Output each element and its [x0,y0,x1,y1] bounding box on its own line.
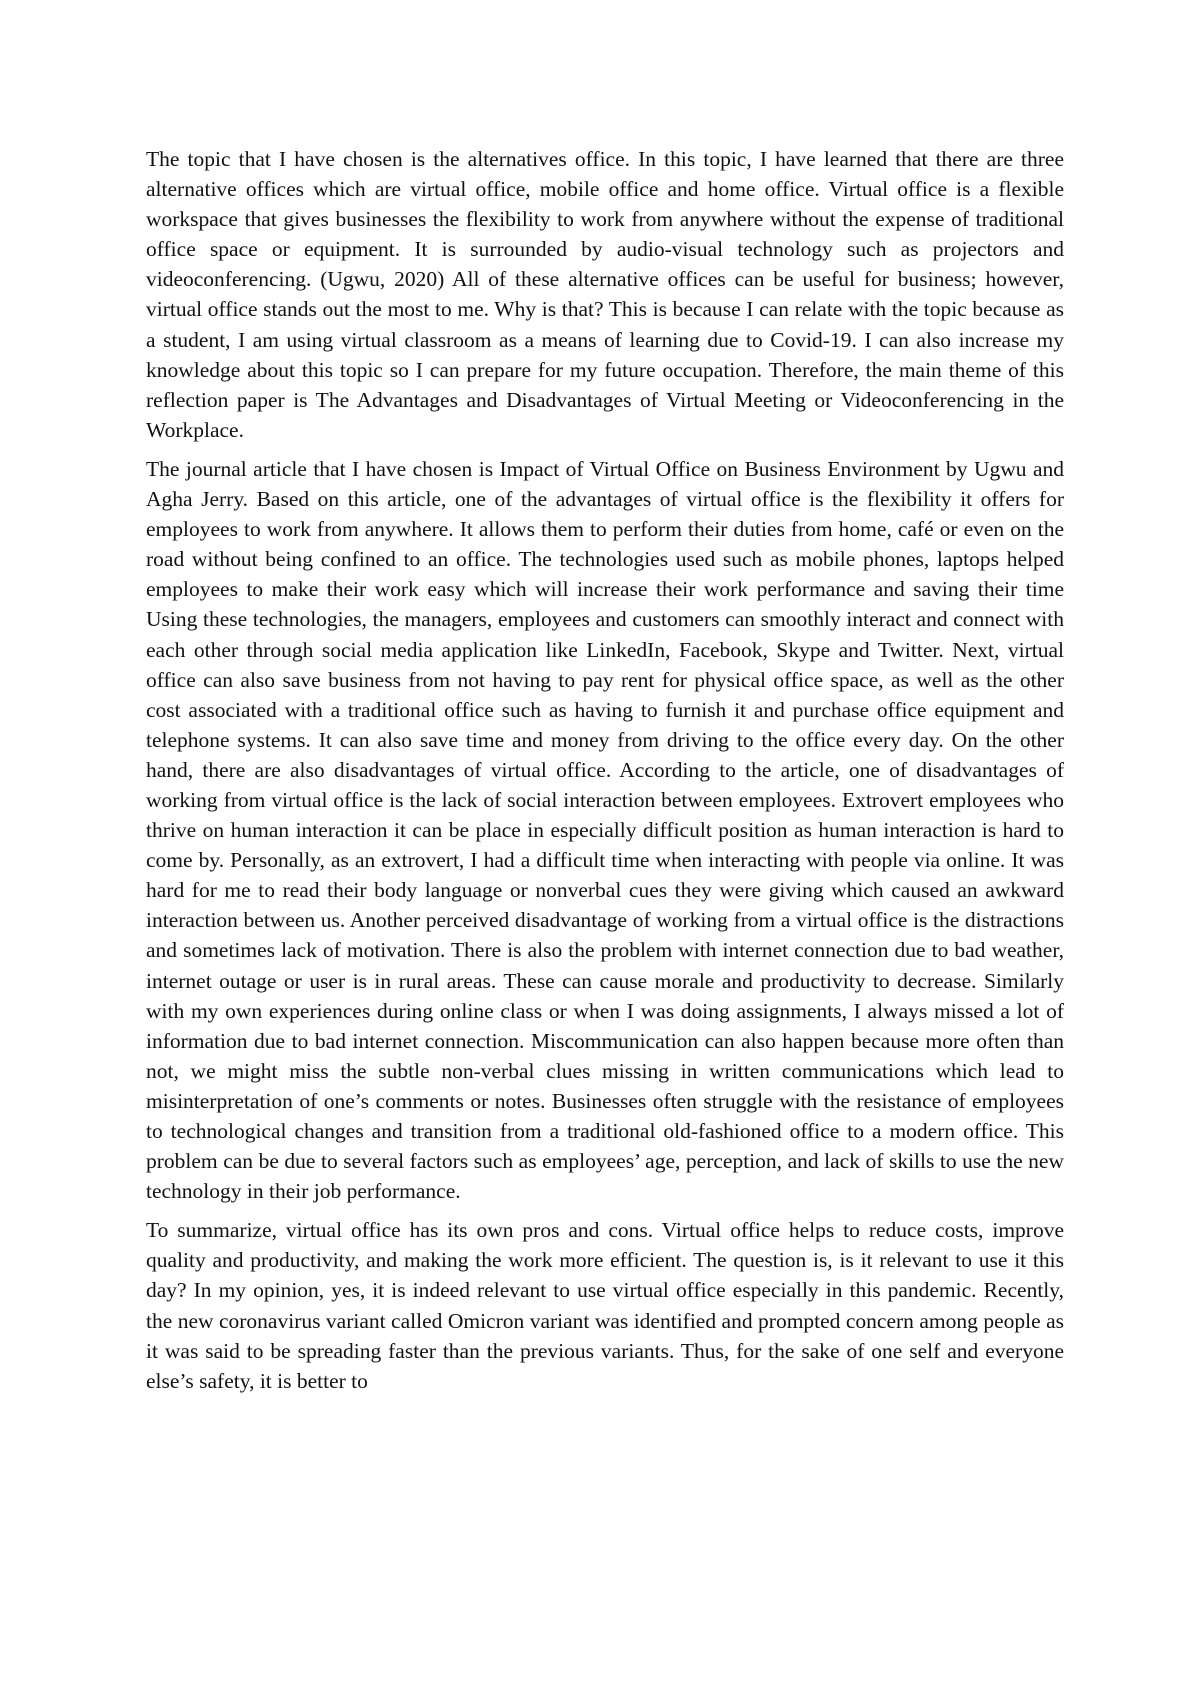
paragraph-introduction: The topic that I have chosen is the alternatives office. In this topic, I have learned that there are three alternative offices which are virtual office, mobile office and home office. Virtual office is a flexible workspace that gives businesses the flexibility to work from anywhere without the expense of traditional office space or equipment. It is surrounded by audio-visual technology such as projectors and videoconferencing. (Ugwu, 2020) All of these alternative offices can be useful for business; however, virtual office stands out the most to me. Why is that? This is because I can relate with the topic because as a student, I am using virtual classroom as a means of learning due to Covid-19. I can also increase my knowledge about this topic so I can prepare for my future occupation. Therefore, the main theme of this reflection paper is The Advantages and Disadvantages of Virtual Meeting or Videoconferencing in the Workplace. [146,147,1064,442]
document-body [146,144,1064,1405]
paragraph-summary: To summarize, virtual office has its own pros and cons. Virtual office helps to reduce costs, improve quality and productivity, and making the work more efficient. The question is, is it relevant to use it this day? In my opinion, yes, it is indeed relevant to use virtual office especially in this pandemic. Recently, the new coronavirus variant called Omicron variant was identified and prompted concern among people as it was said to be spreading faster than the previous variants. Thus, for the sake of one self and everyone else’s safety, it is better to [146,1218,1064,1393]
paragraph-article-review: The journal article that I have chosen is Impact of Virtual Office on Business Environment by Ugwu and Agha Jerry. Based on this article, one of the advantages of virtual office is the flexibility it offers for employees to work from anywhere. It allows them to perform their duties from home, café or even on the road without being confined to an office. The technologies used such as mobile phones, laptops helped employees to make their work easy which will increase their work performance and saving their time Using these technologies, the managers, employees and customers can smoothly interact and connect with each other through social media application like LinkedIn, Facebook, Skype and Twitter. Next, virtual office can also save business from not having to pay rent for physical office space, as well as the other cost associated with a traditional office such as having to furnish it and purchase office equipment and telephone systems. It can also save time and money from driving to the office every day. On the other hand, there are also disadvantages of virtual office. According to the article, one of disadvantages of working from virtual office is the lack of social interaction between employees. Extrovert employees who thrive on human interaction it can be place in especially difficult position as human interaction is hard to come by. Personally, as an extrovert, I had a difficult time when interacting with people via online. It was hard for me to read their body language or nonverbal cues they were giving which caused an awkward interaction between us. Another perceived disadvantage of working from a virtual office is the distractions and sometimes lack of motivation. There is also the problem with internet connection due to bad weather, internet outage or user is in rural areas. These can cause morale and productivity to decrease. Similarly with my own experiences during online class or when I was doing assignments, I always missed a lot of information due to bad internet connection. Miscommunication can also happen because more often than not, we might miss the subtle non-verbal clues missing in written communications which lead to misinterpretation of one’s comments or notes. Businesses often struggle with the resistance of employees to technological changes and transition from a traditional old-fashioned office to a modern office. This problem can be due to several factors such as employees’ age, perception, and lack of skills to use the new technology in their job performance. [146,456,1064,1204]
